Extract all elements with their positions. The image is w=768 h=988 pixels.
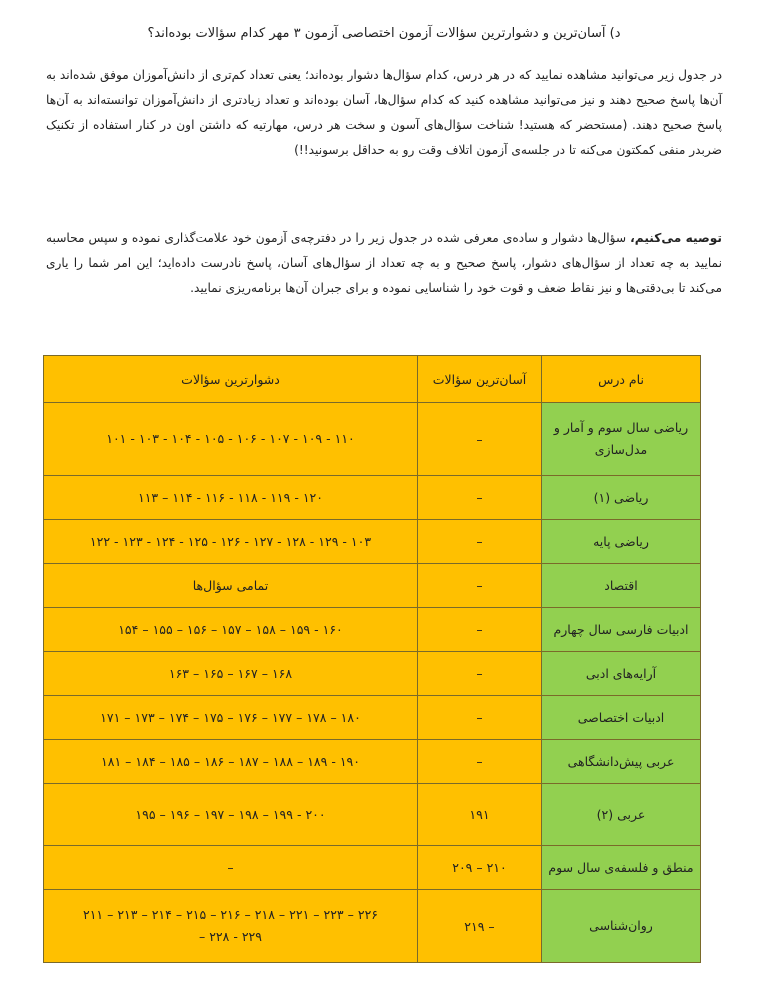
easiest-cell: –	[418, 564, 542, 608]
subject-name: عربی پیش‌دانشگاهی	[567, 753, 675, 769]
hardest-questions: ۲۲۹ - ۲۲۸ –	[198, 929, 262, 944]
hardest-questions: ۲۲۶ – ۲۲۳ – ۲۲۱ – ۲۱۸ – ۲۱۶ – ۲۱۵ – ۲۱۴ – ۲۱۳ – ۲۱۱	[82, 907, 379, 922]
header-easiest: آسان‌ترین سؤالات	[418, 356, 542, 403]
hardest-questions: ۱۲۰ - ۱۱۹ - ۱۱۸ - ۱۱۶ - ۱۱۴ – ۱۱۳	[137, 489, 323, 505]
easiest-cell: –	[418, 608, 542, 652]
hardest-questions: ۱۹۰ - ۱۸۹ – ۱۸۸ – ۱۸۷ – ۱۸۶ – ۱۸۵ – ۱۸۴ – ۱۸۱	[101, 753, 360, 769]
questions-table	[43, 355, 701, 963]
recommendation-label: توصیه می‌کنیم،	[630, 231, 722, 245]
easiest-cell: –	[418, 476, 542, 520]
table-row	[44, 608, 701, 652]
header-subject: نام درس	[542, 356, 701, 403]
subject-name: روان‌شناسی	[589, 918, 653, 933]
hardest-questions: ۱۶۰ - ۱۵۹ – ۱۵۸ – ۱۵۷ – ۱۵۶ – ۱۵۵ – ۱۵۴	[118, 621, 343, 637]
subject-cell	[542, 403, 701, 476]
subject-cell	[542, 696, 701, 740]
subject-cell	[542, 784, 701, 846]
hardest-cell	[44, 564, 418, 608]
table-row	[44, 784, 701, 846]
easiest-cell: –	[418, 520, 542, 564]
hardest-questions: ۱۸۰ – ۱۷۸ – ۱۷۷ – ۱۷۶ – ۱۷۵ – ۱۷۴ – ۱۷۳ – ۱۷۱	[100, 709, 361, 725]
hardest-cell	[44, 784, 418, 846]
header-hardest: دشوارترین سؤالات	[44, 356, 418, 403]
subject-cell	[542, 564, 701, 608]
subject-name: ادبیات اختصاصی	[577, 709, 665, 725]
table-header-row	[44, 356, 701, 403]
subject-cell	[542, 520, 701, 564]
subject-name: ادبیات فارسی سال چهارم	[553, 621, 689, 637]
subject-name: ریاضی پایه	[593, 533, 649, 549]
recommendation-text: سؤال‌ها دشوار و ساده‌ی معرفی شده در جدول زیر را در دفترچه‌ی آزمون خود علامت‌گذاری نموده و سپس محاسبه نمایید به چه تعداد از سؤال‌های دشوار، پاسخ صحیح و به چه تعداد از سؤال‌های آسان، پاسخ نادرست داده‌اید؛ این امر شما را یاری می‌کند تا بی‌دقتی‌ها و نیز نقاط ضعف و قوت خود را شناسایی نموده و برای جبران آن‌ها برنامه‌ریزی نمایید.	[46, 231, 722, 295]
subject-cell	[542, 476, 701, 520]
table-row	[44, 652, 701, 696]
hardest-questions: تمامی سؤال‌ها	[192, 577, 269, 593]
easiest-cell: –	[418, 740, 542, 784]
hardest-cell	[44, 846, 418, 890]
subject-name: آرایه‌های ادبی	[585, 665, 657, 681]
table-row	[44, 890, 701, 963]
hardest-questions: ۱۶۸ – ۱۶۷ – ۱۶۵ – ۱۶۳	[168, 665, 293, 681]
easiest-cell: – ۲۱۹	[418, 890, 542, 963]
hardest-cell	[44, 696, 418, 740]
hardest-cell	[44, 520, 418, 564]
subject-name: اقتصاد	[604, 577, 638, 593]
subject-cell	[542, 740, 701, 784]
hardest-cell	[44, 652, 418, 696]
table-row	[44, 846, 701, 890]
subject-name: منطق و فلسفه‌ی سال سوم	[548, 859, 694, 875]
table-row	[44, 564, 701, 608]
subject-cell	[542, 608, 701, 652]
subject-cell	[542, 652, 701, 696]
hardest-questions: ۲۰۰ - ۱۹۹ – ۱۹۸ – ۱۹۷ – ۱۹۶ – ۱۹۵	[135, 806, 326, 822]
subject-name: مدل‌سازی	[594, 442, 648, 457]
hardest-cell	[44, 608, 418, 652]
recommendation-paragraph	[46, 226, 722, 301]
hardest-cell	[44, 890, 418, 963]
hardest-questions: ۱۰۳ - ۱۲۹ - ۱۲۸ - ۱۲۷ - ۱۲۶ - ۱۲۵ - ۱۲۴ - ۱۲۳ - ۱۲۲	[89, 533, 372, 549]
table-row	[44, 476, 701, 520]
subject-name: ریاضی سال سوم و آمار و	[553, 420, 689, 435]
easiest-cell: –	[418, 696, 542, 740]
hardest-questions: ۱۱۰ - ۱۰۹ - ۱۰۷ - ۱۰۶ - ۱۰۵ - ۱۰۴ - ۱۰۳ - ۱۰۱	[106, 431, 355, 446]
hardest-cell	[44, 740, 418, 784]
subject-cell	[542, 846, 701, 890]
table-row	[44, 403, 701, 476]
easiest-cell: –	[418, 652, 542, 696]
subject-name: عربی (۲)	[596, 806, 646, 822]
subject-name: ریاضی (۱)	[593, 489, 649, 505]
hardest-cell	[44, 476, 418, 520]
hardest-questions: –	[227, 859, 234, 875]
section-heading: د) آسان‌ترین و دشوارترین سؤالات آزمون اختصاصی آزمون ۳ مهر کدام سؤالات بوده‌اند؟	[147, 26, 621, 41]
subject-cell	[542, 890, 701, 963]
hardest-cell	[44, 403, 418, 476]
easiest-cell: –	[418, 403, 542, 476]
easiest-cell: ۱۹۱	[418, 784, 542, 846]
table-row	[44, 520, 701, 564]
easiest-cell: ۲۱۰ – ۲۰۹	[418, 846, 542, 890]
table-row	[44, 740, 701, 784]
intro-paragraph: در جدول زیر می‌توانید مشاهده نمایید که در هر درس، کدام سؤال‌ها دشوار بوده‌اند؛ یعنی تعداد کم‌تری از دانش‌آموزان موفق شده‌اند به آن‌ها پاسخ صحیح دهند و نیز می‌توانید مشاهده کنید که کدام سؤال‌ها، آسان بوده‌اند و تعداد زیادتری از دانش‌آموزان توانسته‌اند به آن‌ها پاسخ صحیح دهند. (مستحضر که هستید! شناخت سؤال‌های آسون و سخت هر درس، مهارتیه که داشتن اون در کنار استفاده از تکنیک ضربدر منفی کمکتون می‌کنه تا در جلسه‌ی آزمون اتلاف وقت رو به حداقل برسونید!!)	[46, 68, 722, 157]
table-row	[44, 696, 701, 740]
